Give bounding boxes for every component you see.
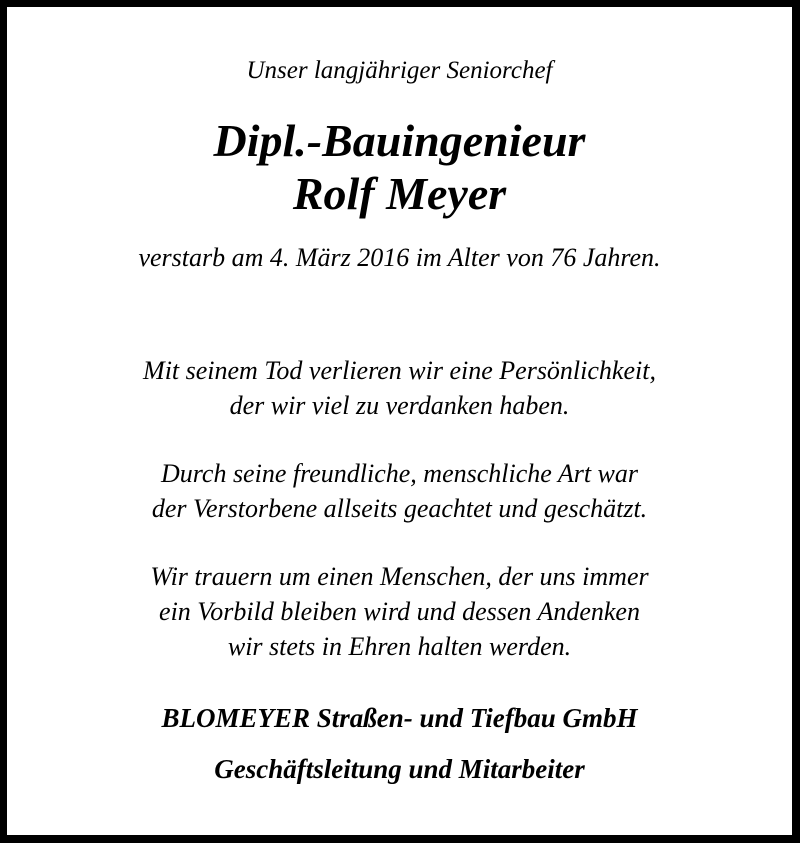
deceased-name: Rolf Meyer — [292, 168, 507, 219]
signature-company: BLOMEYER Straßen- und Tiefbau GmbH — [161, 703, 638, 733]
deceased-title: Dipl.-Bauingenieur — [213, 115, 586, 166]
signature-staff: Geschäftsleitung und Mitarbeiter — [214, 754, 585, 784]
obituary-notice — [7, 7, 792, 835]
tribute-paragraph-2-line-2: der Verstorbene allseits geachtet und geschätzt. — [151, 494, 648, 523]
tribute-paragraph-3-line-2: ein Vorbild bleiben wird und dessen Andenken — [159, 597, 640, 626]
tribute-paragraph-3-line-3: wir stets in Ehren halten werden. — [227, 632, 572, 661]
tribute-paragraph-1-line-2: der wir viel zu verdanken haben. — [229, 391, 570, 420]
tribute-paragraph-3-line-1: Wir trauern um einen Menschen, der uns immer — [150, 562, 649, 591]
tribute-paragraph-2-line-1: Durch seine freundliche, menschliche Art war — [160, 459, 639, 488]
death-date-line: verstarb am 4. März 2016 im Alter von 76 Jahren. — [138, 243, 661, 272]
subtitle: Unser langjähriger Seniorchef — [246, 57, 553, 84]
tribute-paragraph-1-line-1: Mit seinem Tod verlieren wir eine Persönlichkeit, — [143, 356, 656, 385]
